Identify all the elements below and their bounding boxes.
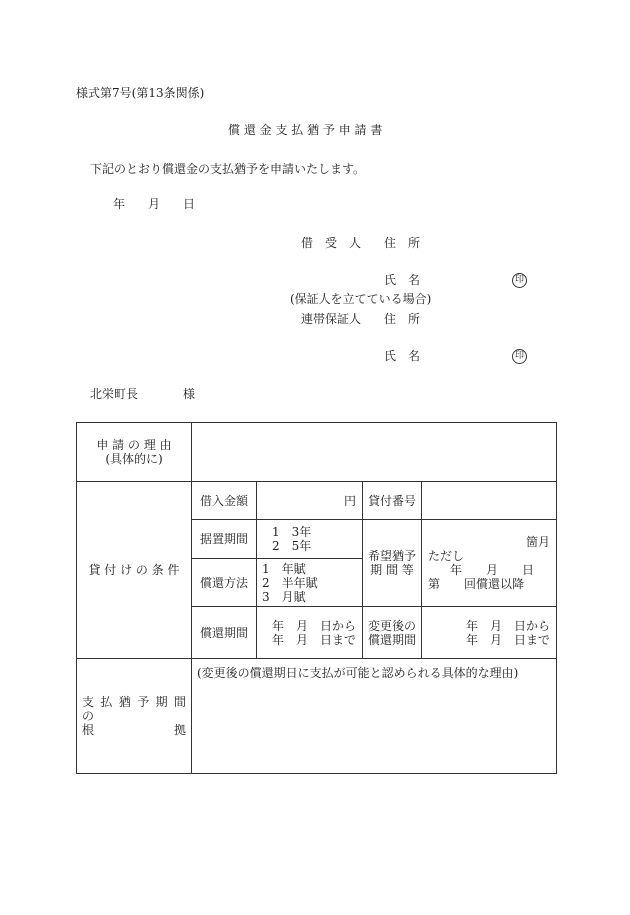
loan-amount-unit[interactable]: 円 — [257, 482, 363, 520]
repayment-method-label: 償還方法 — [192, 559, 257, 607]
period-from: 年 月 日から — [271, 618, 356, 633]
intro-text: 下記のとおり償還金の支払猶予を申請いたします。 — [90, 162, 366, 176]
basis-label-right: 拠 — [173, 723, 186, 737]
reason-input[interactable] — [192, 423, 557, 482]
date-year: 年 — [113, 197, 126, 211]
changed-from: 年 月 日から — [465, 618, 550, 633]
requested-proviso: ただし — [428, 549, 465, 563]
addressee-honorific: 様 — [183, 387, 196, 401]
requested-label-line1: 希望猶予 — [367, 549, 416, 563]
date-day: 日 — [183, 197, 196, 211]
requested-period-label — [363, 520, 422, 607]
basis-label-left: 根 — [82, 723, 95, 737]
changed-label-line2: 償還期間 — [367, 632, 416, 647]
changed-period-label — [363, 607, 422, 659]
reason-row — [77, 423, 557, 482]
loan-amount-row — [77, 482, 557, 520]
conditions-label: 貸 付 け の 条 件 — [77, 482, 192, 659]
basis-row — [77, 659, 557, 774]
guarantor-note: (保証人を立てている場合) — [290, 292, 432, 306]
page-title: 償 還 金 支 払 猶 予 申 請 書 — [228, 123, 383, 137]
requested-label-line2: 期 間 等 — [370, 563, 414, 577]
borrower-seal-icon: 印 — [512, 273, 527, 288]
deferment-label: 据置期間 — [192, 520, 257, 559]
period-label: 償還期間 — [192, 607, 257, 659]
addressee-name: 北栄町長 — [90, 387, 139, 401]
repayment-option-2: 2 半年賦 — [262, 575, 318, 590]
basis-label-cell — [77, 659, 192, 774]
loan-amount-label: 借入金額 — [192, 482, 257, 520]
loan-number-input[interactable] — [422, 482, 557, 520]
requested-from: 第 回償還以降 — [428, 577, 525, 591]
changed-period-input[interactable] — [422, 607, 557, 659]
repayment-option-3: 3 月賦 — [262, 589, 306, 604]
application-table — [76, 422, 557, 774]
changed-to: 年 月 日まで — [465, 632, 550, 647]
loan-number-label: 貸付番号 — [363, 482, 422, 520]
changed-label-line1: 変更後の — [367, 618, 416, 633]
guarantor-name-label: 氏 名 — [384, 349, 421, 363]
borrower-role: 借 受 人 — [301, 236, 362, 250]
borrower-address-label: 住 所 — [384, 236, 421, 250]
period-to: 年 月 日まで — [271, 632, 356, 647]
requested-period-input[interactable] — [422, 520, 557, 607]
borrower-name-label: 氏 名 — [384, 273, 421, 287]
deferment-option-1: 1 3年 — [272, 525, 312, 539]
guarantor-address-label: 住 所 — [384, 312, 421, 326]
form-number: 様式第7号(第13条関係) — [76, 86, 205, 100]
reason-sublabel: (具体的に) — [105, 452, 163, 466]
guarantor-seal-icon: 印 — [512, 349, 527, 364]
deferment-option-2: 2 5年 — [272, 539, 312, 553]
reason-label-cell — [77, 423, 192, 482]
guarantor-role: 連帯保証人 — [301, 312, 362, 326]
reason-label: 申 請 の 理 由 — [96, 438, 172, 452]
period-input[interactable] — [257, 607, 363, 659]
repayment-option-1: 1 年賦 — [262, 561, 306, 576]
basis-note: (変更後の償還期日に支払が可能と認められる具体的な理由) — [197, 666, 519, 680]
date-month: 月 — [148, 197, 161, 211]
basis-input[interactable] — [192, 659, 557, 774]
deferment-options[interactable] — [257, 520, 363, 559]
basis-label-line2 — [82, 723, 186, 737]
requested-months: 箇月 — [525, 535, 550, 549]
repayment-options[interactable] — [257, 559, 363, 607]
requested-date: 年 月 日 — [450, 563, 535, 577]
basis-label-line1: 支 払 猶 予 期 間 の — [82, 695, 186, 723]
